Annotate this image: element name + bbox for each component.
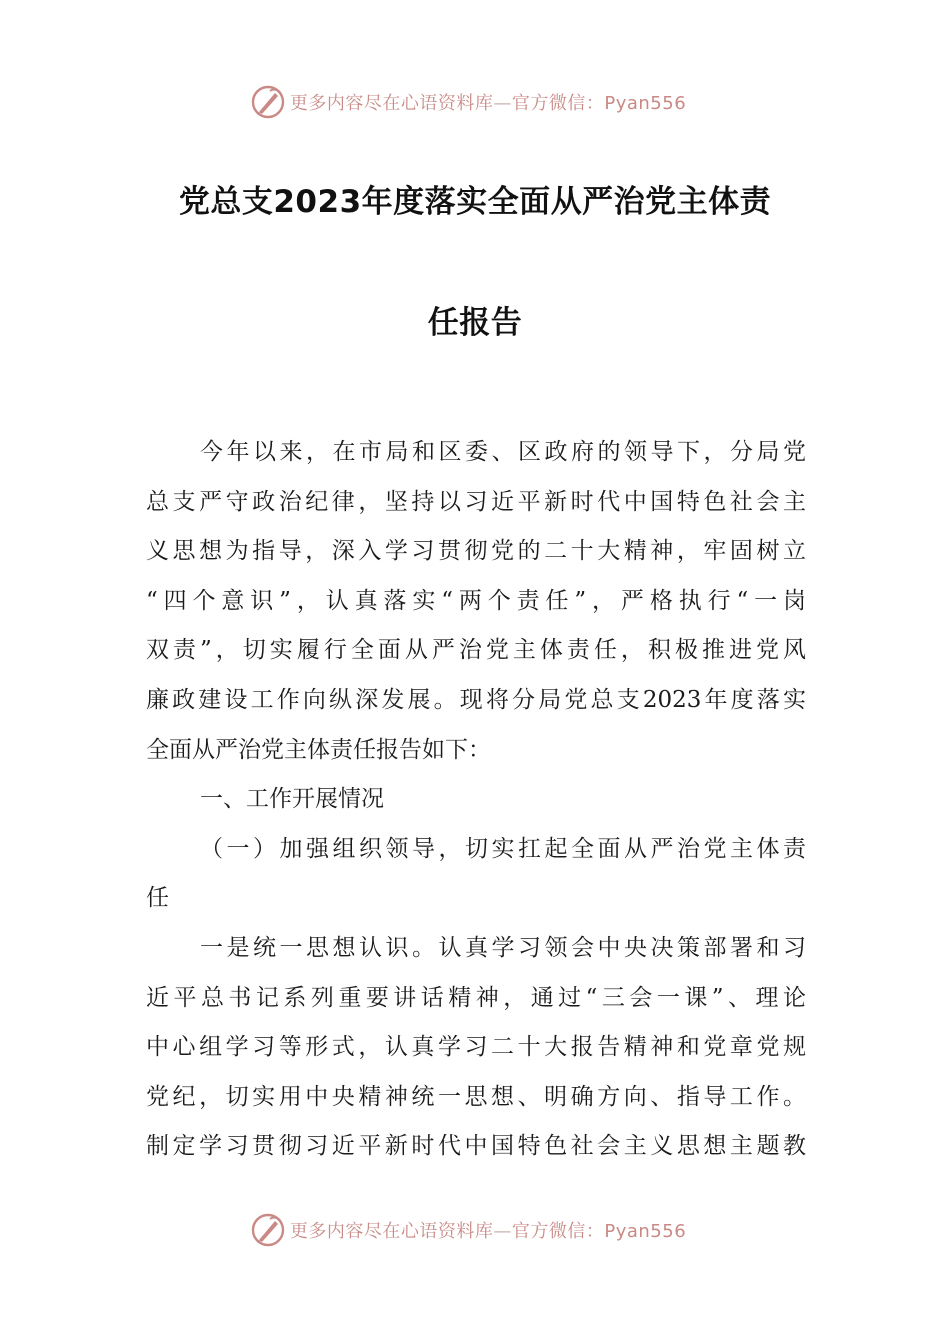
watermark-text: 更多内容尽在心语资料库—官方微信：Pyan556 — [289, 93, 687, 114]
paragraph-2-line: 中心组学习等形式，认真学习二十大报告精神和党章党规 — [146, 1034, 806, 1061]
paragraph-2-line: 一是统一思想认识。认真学习领会中央决策部署和习 — [200, 934, 806, 961]
paragraph-1-line: 全面从严治党主体责任报告如下： — [146, 736, 491, 763]
paragraph-1-line: 廉政建设工作向纵深发展。现将分局党总支2023年度落实 — [146, 686, 806, 713]
pen-logo-icon — [250, 84, 286, 120]
watermark-top — [0, 82, 950, 122]
subsection-heading-line: 任 — [146, 885, 169, 912]
paragraph-1-line: 总支严守政治纪律，坚持以习近平新时代中国特色社会主 — [146, 488, 806, 515]
pen-logo-icon — [250, 1212, 286, 1248]
paragraph-1-line: 双责”，切实履行全面从严治党主体责任，积极推进党风 — [146, 637, 806, 664]
paragraph-2-line: 近平总书记系列重要讲话精神，通过“三会一课”、理论 — [146, 984, 806, 1011]
document-body — [146, 428, 806, 1172]
watermark-text: 更多内容尽在心语资料库—官方微信：Pyan556 — [289, 1221, 687, 1242]
paragraph-1-line: “四个意识”，认真落实“两个责任”，严格执行“一岗 — [146, 587, 806, 614]
paragraph-1-line: 义思想为指导，深入学习贯彻党的二十大精神，牢固树立 — [146, 538, 806, 565]
paragraph-1-line: 今年以来，在市局和区委、区政府的领导下，分局党 — [200, 439, 806, 465]
document-title-line-1: 党总支2023年度落实全面从严治党主体责 — [178, 184, 772, 220]
watermark-bottom — [0, 1210, 950, 1250]
section-heading: 一、工作开展情况 — [200, 786, 384, 813]
paragraph-2-line: 制定学习贯彻习近平新时代中国特色社会主义思想主题教 — [146, 1133, 806, 1160]
subsection-heading-line: （一）加强组织领导，切实扛起全面从严治党主体责 — [200, 835, 806, 862]
paragraph-2-line: 党纪，切实用中央精神统一思想、明确方向、指导工作。 — [146, 1083, 806, 1110]
document-title-line-2: 任报告 — [427, 305, 523, 341]
